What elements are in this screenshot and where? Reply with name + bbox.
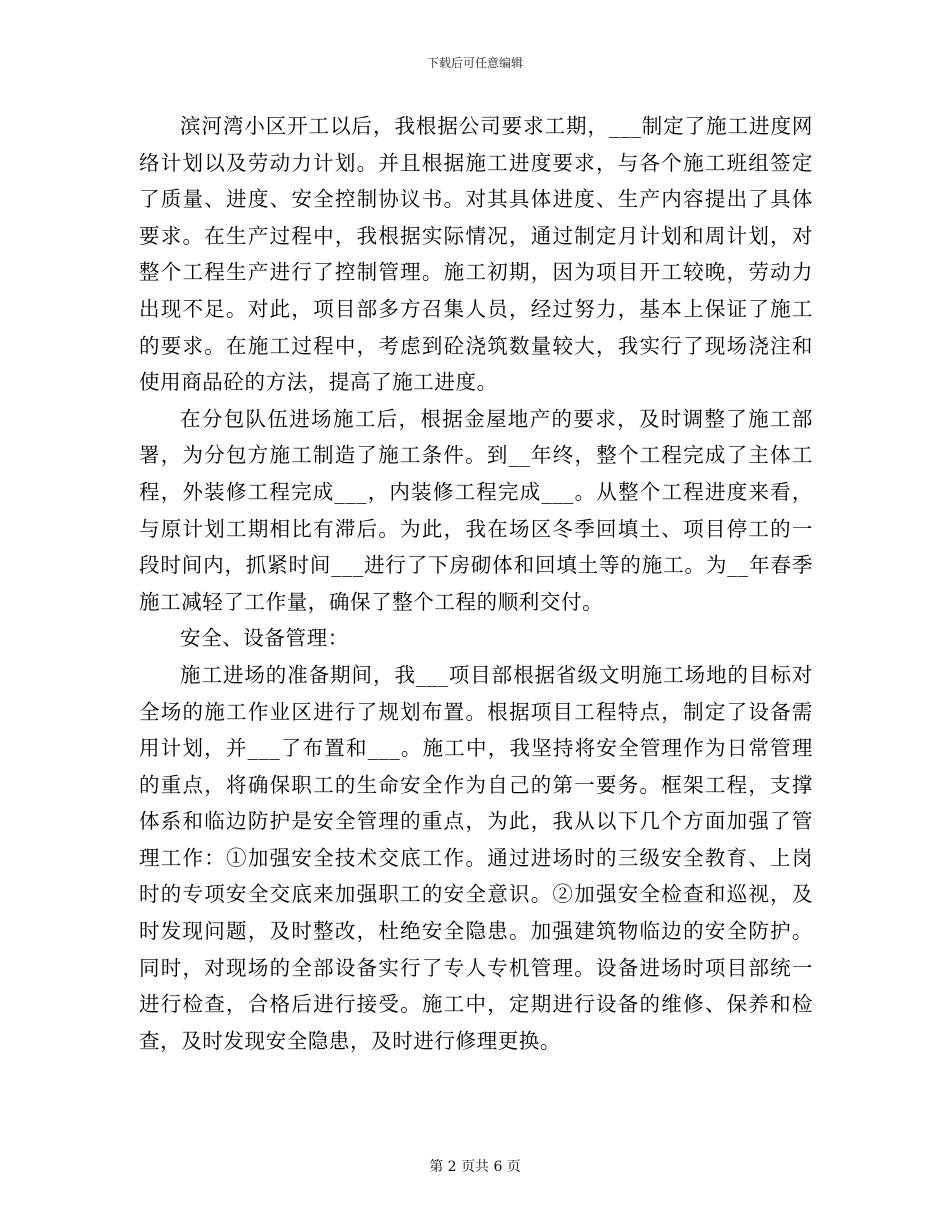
- document-body: [139, 108, 813, 1059]
- paragraph-subcontract-progress: 在分包队伍进场施工后，根据金屋地产的要求，及时调整了施工部署，为分包方施工制造了施工条件。到__年终，整个工程完成了主体工程，外装修工程完成___，内装修工程完成___。从整个工程进度来看，与原计划工期相比有滞后。为此，我在场区冬季回填土、项目停工的一段时间内，抓紧时间___进行了下房砌体和回填土等的施工。为__年春季施工减轻了工作量，确保了整个工程的顺利交付。: [139, 406, 813, 614]
- paragraph-construction-progress: 滨河湾小区开工以后，我根据公司要求工期，___制定了施工进度网络计划以及劳动力计划。并且根据施工进度要求，与各个施工班组签定了质量、进度、安全控制协议书。对其具体进度、生产内容提出了具体要求。在生产过程中，我根据实际情况，通过制定月计划和周计划，对整个工程生产进行了控制管理。施工初期，因为项目开工较晚，劳动力出现不足。对此，项目部多方召集人员，经过努力，基本上保证了施工的要求。在施工过程中，考虑到砼浇筑数量较大，我实行了现场浇注和使用商品砼的方法，提高了施工进度。: [139, 114, 813, 395]
- page-number-footer: 第 2 页共 6 页: [429, 1159, 521, 1175]
- paragraph-safety-management: 施工进场的准备期间，我___项目部根据省级文明施工场地的目标对全场的施工作业区进行了规划布置。根据项目工程特点，制定了设备需用计划，并___了布置和___。施工中，我坚持将安全管理作为日常管理的重点，将确保职工的生命安全作为自己的第一要务。框架工程，支撑体系和临边防护是安全管理的重点，为此，我从以下几个方面加强了管理工作：①加强安全技术交底工作。通过进场时的三级安全教育、上岗时的专项安全交底来加强职工的安全意识。②加强安全检查和巡视，及时发现问题，及时整改，杜绝安全隐患。加强建筑物临边的安全防护。同时，对现场的全部设备实行了专人专机管理。设备进场时项目部统一进行检查，合格后进行接受。施工中，定期进行设备的维修、保养和检查，及时发现安全隐患，及时进行修理更换。: [139, 662, 813, 1053]
- section-heading-safety-equipment: 安全、设备管理：: [180, 626, 349, 651]
- page-header: 下载后可任意编辑: [426, 56, 523, 70]
